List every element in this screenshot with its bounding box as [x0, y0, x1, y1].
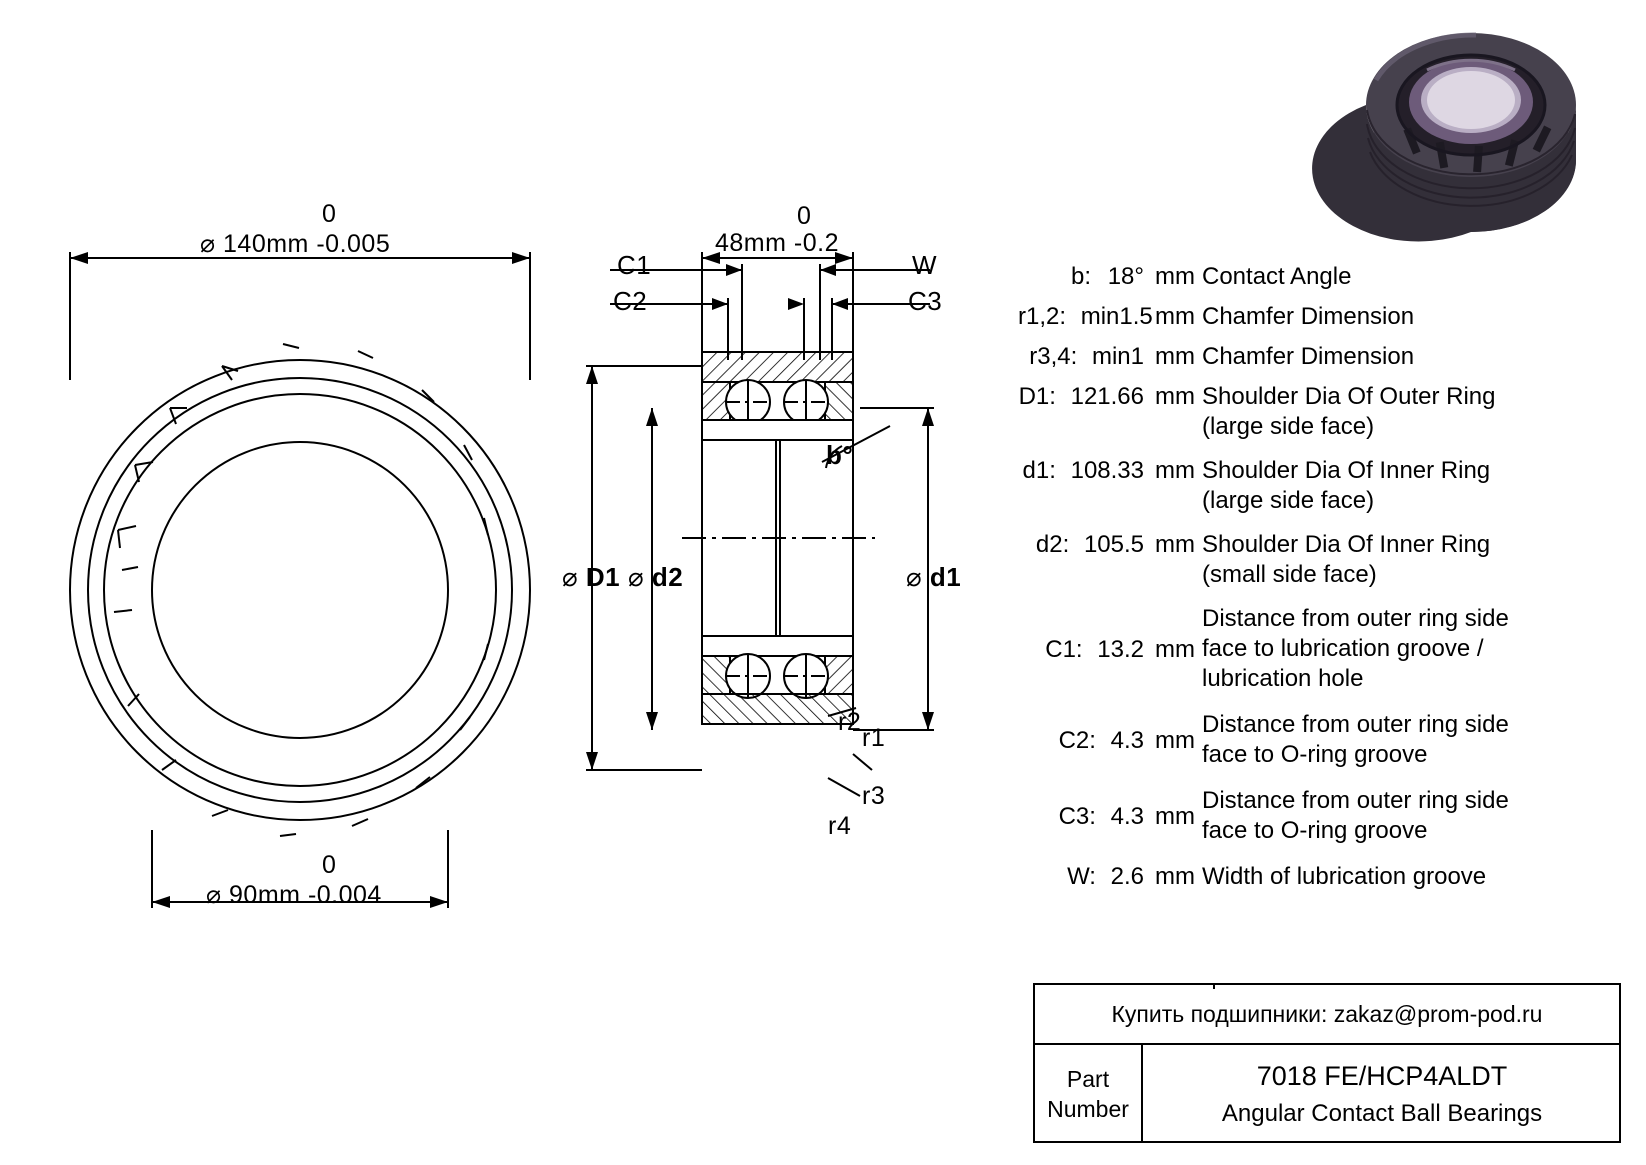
outer-diameter-label — [200, 229, 390, 259]
spec-value: min1 — [1091, 343, 1144, 370]
bore-diameter-tolerance-bottom: -0.004 — [307, 881, 382, 909]
callout-D1 — [562, 562, 620, 593]
callout-contact-angle: b° — [826, 440, 854, 470]
spec-symbol: d1: — [1022, 457, 1056, 484]
spec-symbol: d2: — [1035, 531, 1070, 558]
spec-symbol-value — [1018, 710, 1148, 772]
spec-value: 4.3 — [1110, 803, 1144, 830]
spec-symbol-value — [1018, 786, 1148, 848]
width-label — [715, 229, 839, 258]
part-description: Angular Contact Ball Bearings — [1221, 1099, 1543, 1127]
spec-unit: mm — [1155, 727, 1195, 754]
width-tolerance-bottom: -0.2 — [793, 229, 840, 257]
callout-d1 — [906, 562, 961, 593]
spec-description: Distance from outer ring side face to O-ring groove — [1202, 787, 1509, 844]
spec-description: Shoulder Dia Of Inner Ring (small side face) — [1202, 531, 1491, 588]
table-row — [1018, 342, 1518, 372]
spec-symbol: D1: — [1018, 383, 1056, 410]
table-row — [1018, 786, 1518, 848]
callout-r4: r4 — [828, 812, 852, 840]
section-view-drawing — [570, 230, 990, 850]
table-row — [1018, 262, 1518, 292]
spec-symbol: C1: — [1045, 636, 1083, 663]
callout-w: W — [912, 250, 938, 280]
spec-value: 2.6 — [1110, 863, 1144, 890]
callout-d2 — [628, 562, 683, 593]
spec-symbol: C3: — [1058, 803, 1096, 830]
spec-symbol: b: — [1071, 263, 1092, 290]
spec-value: 105.5 — [1083, 531, 1144, 558]
spec-symbol-value — [1018, 862, 1148, 892]
spec-symbol-value — [1018, 604, 1148, 696]
spec-description: Width of lubrication groove — [1202, 863, 1487, 890]
callout-D1-text: D1 — [585, 562, 621, 592]
spec-description: Distance from outer ring side face to lubrication groove / lubrication hole — [1202, 605, 1509, 692]
spec-unit: mm — [1155, 457, 1195, 484]
part-label-line1: Part — [1066, 1066, 1110, 1092]
table-row — [1018, 302, 1518, 332]
spec-symbol: r1,2: — [1018, 303, 1067, 330]
spec-symbol-value — [1018, 382, 1148, 412]
spec-value: 121.66 — [1070, 383, 1144, 410]
spec-description: Chamfer Dimension — [1202, 343, 1415, 370]
spec-symbol-value — [1018, 456, 1148, 486]
bearing-3d-render — [1296, 10, 1616, 250]
diameter-symbol-icon: ⌀ — [906, 562, 923, 592]
spec-unit: mm — [1155, 863, 1195, 890]
spec-symbol: C2: — [1058, 727, 1096, 754]
spec-unit: mm — [1155, 303, 1195, 330]
callout-r1: r1 — [862, 724, 886, 752]
width-tolerance-top: 0 — [797, 202, 812, 230]
diameter-symbol-icon: ⌀ — [200, 230, 216, 258]
table-row — [1018, 710, 1518, 772]
callout-d2-text: d2 — [651, 562, 684, 592]
spec-value: 4.3 — [1110, 727, 1144, 754]
table-row — [1018, 530, 1518, 590]
callout-c2: C2 — [613, 286, 648, 316]
bore-diameter-tolerance-top: 0 — [322, 851, 337, 879]
spec-description: Shoulder Dia Of Inner Ring (large side face) — [1202, 457, 1491, 514]
spec-description: Chamfer Dimension — [1202, 303, 1415, 330]
contact-email-line: Купить подшипники: zakaz@prom-pod.ru — [1111, 1000, 1543, 1027]
spec-description: Contact Angle — [1202, 263, 1352, 290]
bore-diameter-value: 90mm — [229, 881, 301, 909]
outer-diameter-tolerance-top: 0 — [322, 200, 337, 228]
callout-c1: C1 — [617, 250, 652, 280]
spec-symbol-value — [1018, 342, 1148, 372]
bore-diameter-label — [206, 880, 382, 910]
callout-d1-text: d1 — [929, 562, 962, 592]
part-number-value: 7018 FE/HCP4ALDT — [1256, 1060, 1508, 1091]
part-label-line2: Number — [1047, 1096, 1129, 1122]
table-row — [1018, 604, 1518, 696]
outer-diameter-value: 140mm — [223, 230, 309, 258]
part-number-value-group — [1143, 1045, 1621, 1143]
diameter-symbol-icon: ⌀ — [206, 881, 222, 909]
spec-symbol-value — [1018, 302, 1153, 332]
width-value: 48mm — [715, 229, 787, 257]
spec-value: min1.5 — [1080, 303, 1153, 330]
specification-table — [1018, 262, 1518, 902]
spec-unit: mm — [1155, 531, 1195, 558]
callout-r2: r2 — [838, 708, 862, 736]
callout-r3: r3 — [862, 782, 886, 810]
spec-symbol-value — [1018, 262, 1148, 292]
diameter-symbol-icon: ⌀ — [562, 562, 579, 592]
spec-description: Distance from outer ring side face to O-ring groove — [1202, 711, 1509, 768]
spec-unit: mm — [1155, 263, 1195, 290]
diameter-symbol-icon: ⌀ — [628, 562, 645, 592]
front-view-drawing — [40, 230, 560, 920]
outer-diameter-tolerance-bottom: -0.005 — [316, 230, 391, 258]
spec-unit: mm — [1155, 803, 1195, 830]
spec-value: 13.2 — [1097, 636, 1144, 663]
callout-c3: C3 — [908, 286, 943, 316]
spec-symbol: W: — [1067, 863, 1096, 890]
spec-symbol-value — [1018, 530, 1148, 560]
part-number-label — [1033, 1045, 1143, 1143]
spec-value: 108.33 — [1070, 457, 1144, 484]
title-block — [1033, 983, 1621, 1143]
spec-value: 18° — [1107, 263, 1144, 290]
spec-unit: mm — [1155, 383, 1195, 410]
spec-unit: mm — [1155, 343, 1195, 370]
table-row — [1018, 456, 1518, 516]
table-row — [1018, 382, 1518, 442]
spec-description: Shoulder Dia Of Outer Ring (large side face) — [1202, 383, 1496, 440]
spec-unit: mm — [1155, 636, 1195, 663]
table-row — [1018, 862, 1518, 892]
spec-symbol: r3,4: — [1029, 343, 1078, 370]
